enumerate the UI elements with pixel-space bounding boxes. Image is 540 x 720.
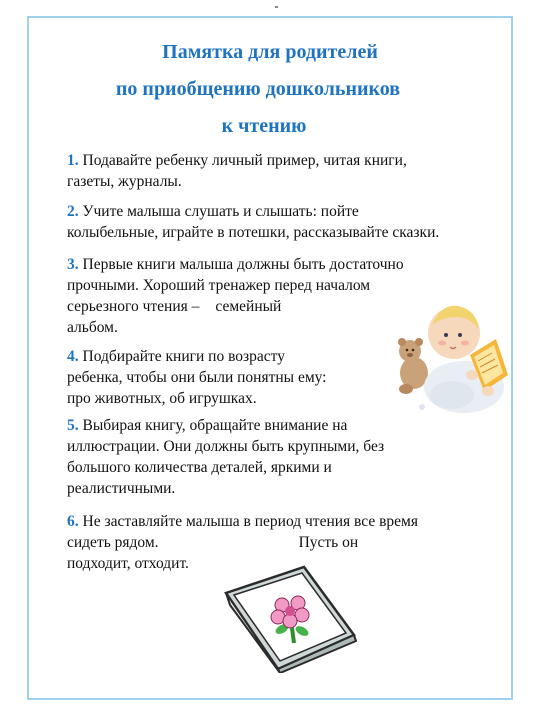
tip-text: серьезного чтения – — [67, 298, 200, 315]
flower-book-icon — [220, 565, 358, 673]
tip-number: 1. — [67, 152, 79, 169]
tip-text: колыбельные, играйте в потешки, рассказывайте сказки. — [67, 224, 440, 241]
tip-text: газеты, журналы. — [67, 173, 182, 190]
tip-text: семейный — [215, 298, 282, 315]
tip-number: 2. — [67, 203, 79, 220]
tip-text: Первые книги малыша должны быть достаточно — [82, 256, 404, 273]
baby-reading-book-icon — [392, 295, 518, 419]
tip-1 — [67, 150, 407, 192]
tip-text: Учите малыша слушать и слышать: пойте — [82, 203, 359, 220]
tip-text: сидеть рядом. — [67, 534, 159, 551]
tip-text: иллюстрации. Они должны быть крупными, без — [67, 438, 385, 455]
tip-text: Подавайте ребенку личный пример, читая книги, — [82, 152, 407, 169]
title-line-3: к чтению — [221, 115, 307, 137]
tip-text: прочными. Хороший тренажер перед началом — [67, 277, 371, 294]
title-line-2: по приобщению дошкольников — [115, 78, 401, 100]
tip-text: подходит, отходит. — [67, 555, 189, 572]
scan-mark — [275, 6, 278, 8]
tip-text: про животных, об игрушках. — [67, 390, 257, 407]
tip-text: Выбирая книгу, обращайте внимание на — [82, 417, 348, 434]
tip-number: 3. — [67, 256, 79, 273]
tip-3 — [67, 254, 404, 338]
tip-5 — [67, 415, 384, 499]
title-line-1: Памятка для родителей — [162, 41, 378, 63]
tip-number: 4. — [67, 348, 79, 365]
tip-text: Пусть он — [298, 534, 359, 551]
tip-text: ребенка, чтобы они были понятны ему: — [67, 369, 327, 386]
tip-4 — [67, 346, 327, 409]
tip-text: альбом. — [67, 319, 118, 336]
tip-text: Не заставляйте малыша в период чтения все время — [82, 513, 418, 530]
tip-text: реалистичными. — [67, 480, 176, 497]
tip-number: 5. — [67, 417, 79, 434]
tip-text: Подбирайте книги по возрасту — [82, 348, 285, 365]
tip-2 — [67, 201, 439, 243]
tip-text: большого количества деталей, яркими и — [67, 459, 332, 476]
tip-number: 6. — [67, 513, 79, 530]
